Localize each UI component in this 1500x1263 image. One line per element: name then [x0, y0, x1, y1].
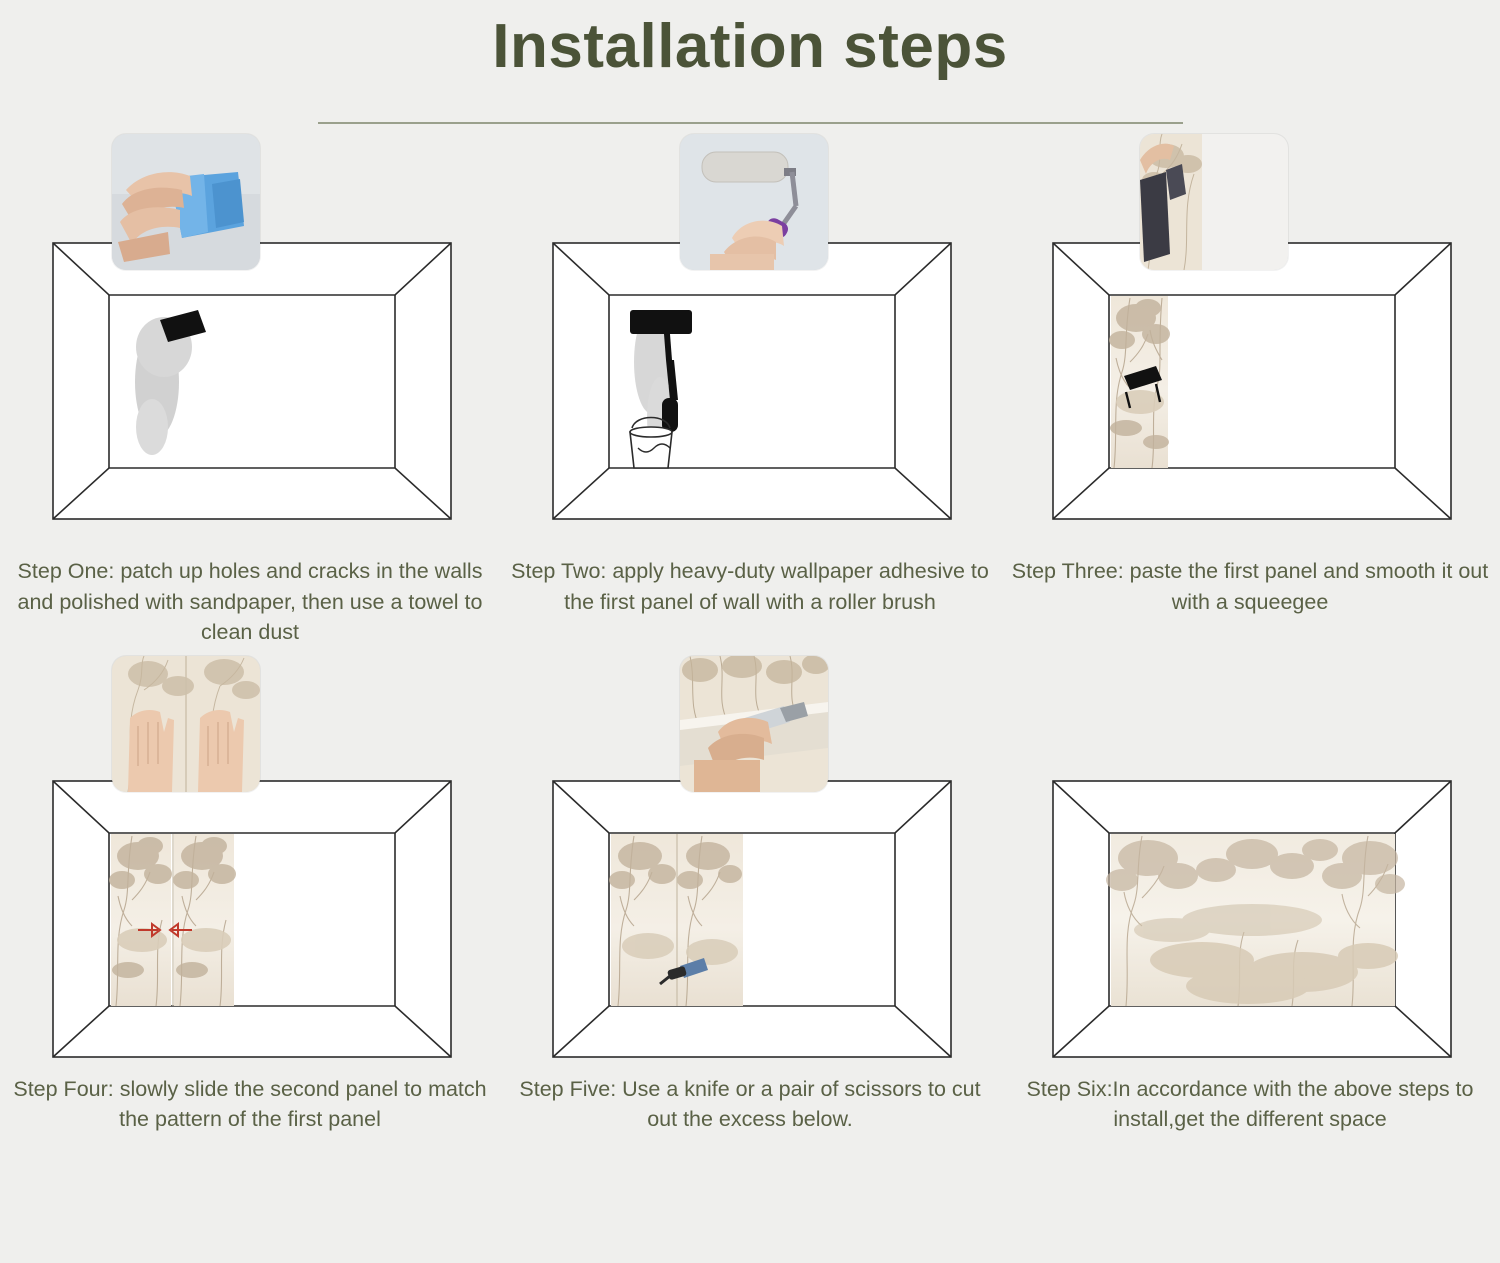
page-title: Installation steps	[492, 12, 1008, 81]
step-four-illustration	[0, 648, 500, 1068]
step-six-illustration	[1000, 648, 1500, 1068]
step-five-illustration	[500, 648, 1000, 1068]
room-diagram-four	[52, 780, 452, 1058]
step-one-caption: Step One: patch up holes and cracks in the walls and polished with sandpaper, then use a towel to clean dust	[17, 559, 483, 645]
wallpaper-mural-full	[1106, 834, 1405, 1006]
step-card-six	[1000, 648, 1500, 1135]
step-two-photo	[680, 134, 828, 270]
steps-grid	[0, 134, 1500, 1135]
step-three-photo	[1140, 134, 1288, 270]
room-diagram-three	[1052, 242, 1452, 520]
step-four-caption: Step Four: slowly slide the second panel to match the pattern of the first panel	[13, 1076, 487, 1132]
wallpaper-panel-first	[109, 834, 172, 1006]
step-five-photo	[680, 656, 828, 792]
step-three-illustration	[1000, 134, 1500, 554]
room-diagram-one	[52, 242, 452, 520]
room-diagram-five	[552, 780, 952, 1058]
step-four-photo	[112, 656, 260, 792]
step-three-caption: Step Three: paste the first panel and smooth it out with a squeegee	[1011, 559, 1489, 614]
step-five-caption: Step Five: Use a knife or a pair of scissors to cut out the excess below.	[519, 1076, 981, 1132]
steps-row-bottom	[0, 648, 1500, 1135]
step-card-five	[500, 648, 1000, 1135]
wallpaper-panels	[609, 834, 743, 1006]
step-card-one	[0, 134, 500, 648]
step-two-illustration	[500, 134, 1000, 554]
room-diagram-two	[552, 242, 952, 520]
title-divider	[318, 122, 1183, 124]
step-card-three	[1000, 134, 1500, 648]
step-card-two	[500, 134, 1000, 648]
wallpaper-panel-second	[173, 834, 236, 1006]
step-card-four	[0, 648, 500, 1135]
room-diagram-six	[1052, 780, 1452, 1058]
step-two-caption: Step Two: apply heavy-duty wallpaper adhesive to the first panel of wall with a roller brush	[511, 559, 989, 614]
step-one-illustration	[0, 134, 500, 554]
step-one-photo	[112, 134, 260, 270]
step-six-caption: Step Six:In accordance with the above steps to install,get the different space	[1026, 1076, 1474, 1132]
steps-row-top	[0, 134, 1500, 648]
